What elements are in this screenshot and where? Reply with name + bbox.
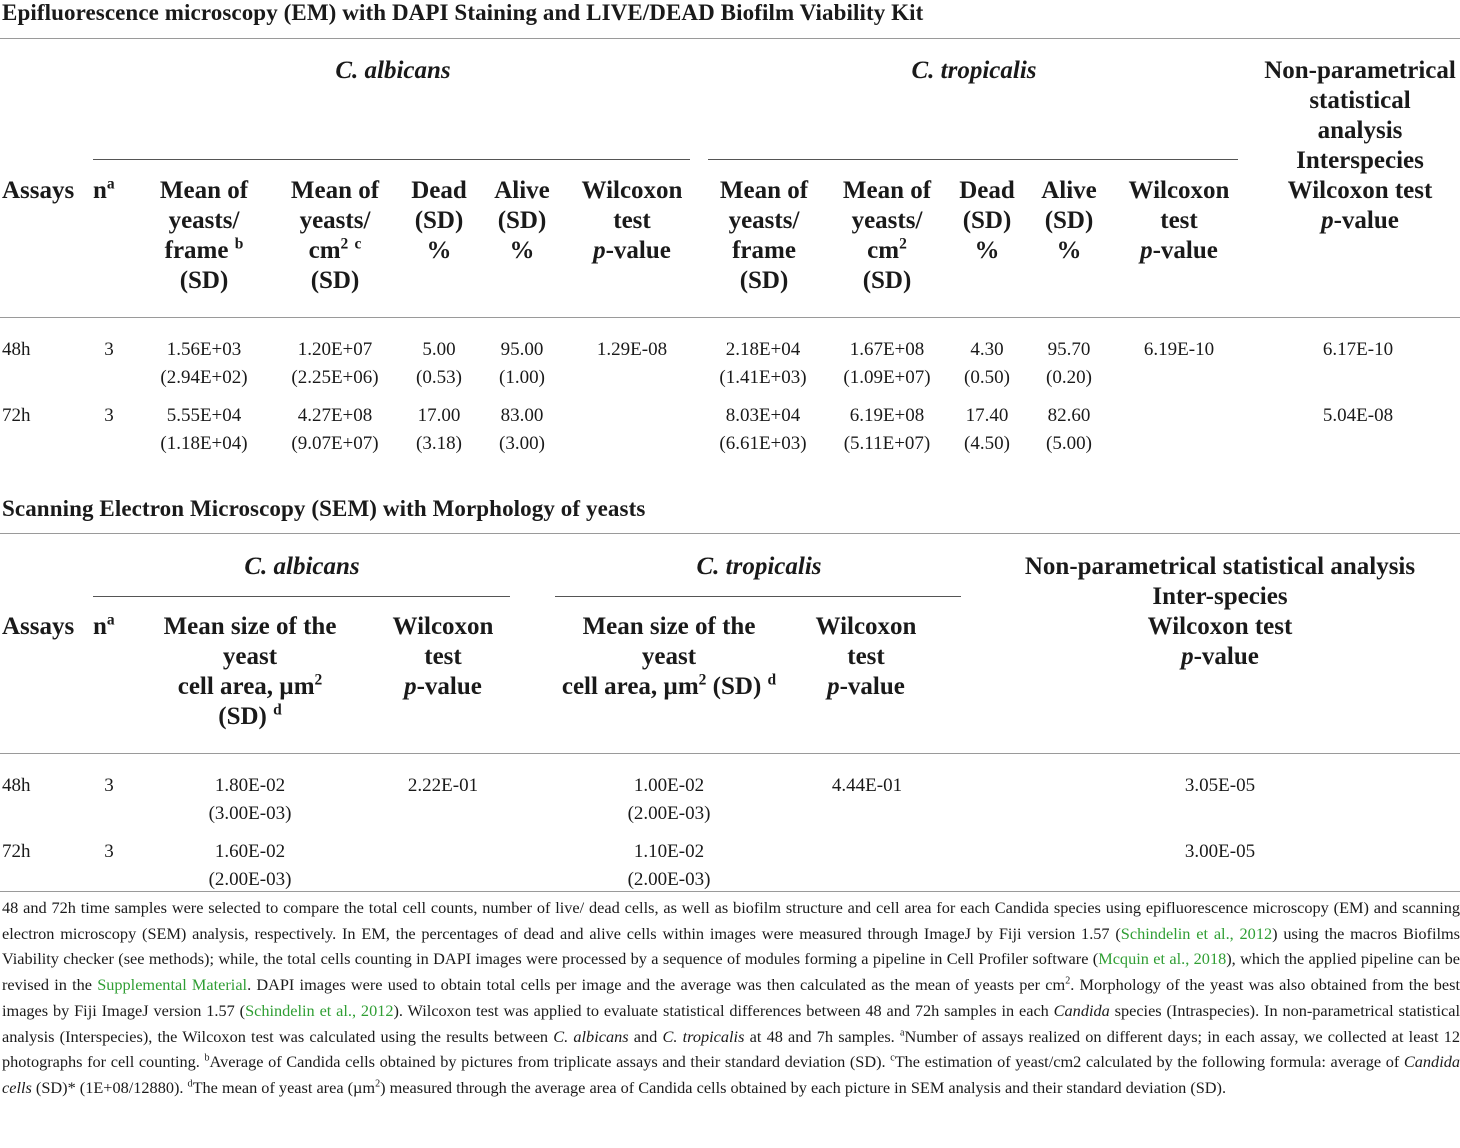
sem-row1-inter-p: 3.05E-05: [1184, 775, 1256, 796]
em-row1-a-cm: 1.20E+07 (2.25E+06): [291, 339, 379, 388]
sem-row1-a-p: 2.22E-01: [407, 775, 479, 796]
sem-row2-inter-p: 3.00E-05: [1184, 841, 1256, 862]
em-interspecies-header: Non-parametrical statistical analysis Interspecies Wilcoxon test p-value: [1264, 57, 1456, 234]
em-albicans-mean-cm-header: Mean of yeasts/ $cm^2$ $^c$ (SD): [290, 177, 380, 294]
sem-row2-n: 3: [104, 841, 114, 862]
sem-top-rule: [0, 533, 1460, 534]
em-section-title: Epifluorescence microscopy (EM) with DAPI Staining and LIVE/DEAD Biofilm Viability Kit: [2, 0, 924, 25]
em-albicans-wilcoxon-header: Wilcoxon test p-value: [581, 177, 683, 264]
em-albicans-alive-header: Alive (SD) %: [494, 177, 550, 264]
em-row2-a-alive: 83.00 (3.00): [499, 405, 545, 454]
sem-albicans-mean-size-header: Mean size of the yeast cell area, µm$^2$ (SD) $^d$: [163, 613, 337, 730]
em-row2-assay: 72h: [2, 405, 31, 426]
em-row1-b-alive: 95.70 (0.20): [1046, 339, 1092, 388]
sem-row1-b-p: 4.44E-01: [831, 775, 903, 796]
sem-albicans-wilcoxon-header: Wilcoxon test p-value: [392, 613, 494, 700]
em-tropicalis-mean-frame-header: Mean of yeasts/ frame (SD): [719, 177, 809, 294]
sem-species-albicans: C. albicans: [244, 553, 360, 580]
em-albicans-dead-header: Dead (SD) %: [411, 177, 467, 264]
ref-link-mcquin[interactable]: Mcquin et al., 2018: [1098, 949, 1227, 969]
ref-link-schindelin-2[interactable]: Schindelin et al., 2012: [245, 1000, 394, 1020]
em-row1-b-cm: 1.67E+08 (1.09E+07): [843, 339, 931, 388]
em-header-rule: [0, 317, 1460, 318]
sem-tropicalis-wilcoxon-header: Wilcoxon test p-value: [815, 613, 917, 700]
em-row1-a-alive: 95.00 (1.00): [499, 339, 545, 388]
em-row2-b-alive: 82.60 (5.00): [1046, 405, 1092, 454]
sem-interspecies-header: Non-parametrical statistical analysis Inter-species Wilcoxon test p-value: [1024, 553, 1416, 670]
table-footnote: 48 and 72h time samples were selected to compare the total cell counts, number of live/ dead cells, as well as biofilm structure and cell area for each Candida species using epifluorescence microscopy (EM) and scanning electron microscopy (SEM) analysis, respectively. In EM, the percentages of dead and alive cells within images were measured through ImageJ by Fiji version 1.57 (Schindelin et al., 2012) using the macros Biofilms Viability checker (see methods); while, the total cells counting in DAPI images were processed by a sequence of modules forming a pipeline in Cell Profiler software (Mcquin et al., 2018), which the applied pipeline can be revised in the Supplemental Material. DAPI images were used to obtain total cells per image and the average was then calculated as the mean of yeasts per $cm^2$. Morphology of the yeast was also obtained from the best images by Fiji ImageJ version 1.57 (Schindelin et al., 2012). Wilcoxon test was applied to evaluate statistical differences between 48 and 72h samples in each Candida species (Intraspecies). In non-parametrical statistical analysis (Interspecies), the Wilcoxon test was calculated using the results between C. albicans and C. tropicalis at 48 and 7h samples. $^a$Number of assays realized on different days; in each assay, we collected at least 12 photographs for cell counting. $^b$Average of Candida cells obtained by pictures from triplicate assays and their standard deviation (SD). $^c$The estimation of yeast/cm2 calculated by the following formula: average of Candida cells (SD)* (1E+08/12880). $^d$The mean of yeast area (µm$^2$) measured through the average area of Candida cells obtained by each picture in SEM analysis and their standard deviation (SD).: [2, 898, 1460, 1097]
em-row1-assay: 48h: [2, 339, 31, 360]
em-row1-b-frame: 2.18E+04 (1.41E+03): [719, 339, 807, 388]
sem-row1-a-size: 1.80E-02 (3.00E-03): [208, 775, 292, 824]
em-tropicalis-alive-header: Alive (SD) %: [1041, 177, 1097, 264]
sem-row1-assay: 48h: [2, 775, 31, 796]
em-species-tropicalis: C. tropicalis: [911, 57, 1037, 84]
em-row1-inter-p: 6.17E-10: [1322, 339, 1394, 360]
sem-species-tropicalis: C. tropicalis: [696, 553, 822, 580]
em-albicans-mean-frame-header: Mean of yeasts/ frame $^b$ (SD): [159, 177, 249, 294]
em-row2-n: 3: [104, 405, 114, 426]
em-row1-b-dead: 4.30 (0.50): [964, 339, 1010, 388]
table-bottom-rule: [0, 891, 1460, 892]
em-row2-b-dead: 17.40 (4.50): [964, 405, 1010, 454]
em-tropicalis-wilcoxon-header: Wilcoxon test p-value: [1128, 177, 1230, 264]
sem-row1-b-size: 1.00E-02 (2.00E-03): [627, 775, 711, 824]
em-row2-inter-p: 5.04E-08: [1322, 405, 1394, 426]
em-species-albicans: C. albicans: [335, 57, 451, 84]
em-row1-n: 3: [104, 339, 114, 360]
sem-tropicalis-mean-size-header: Mean size of the yeast cell area, µm$^2$ (SD) $^d$: [561, 613, 777, 700]
em-tropicalis-mean-cm-header: Mean of yeasts/ $cm^2$ (SD): [842, 177, 932, 294]
sem-row2-assay: 72h: [2, 841, 31, 862]
sem-assays-header: Assays: [2, 613, 75, 640]
em-row2-a-dead: 17.00 (3.18): [416, 405, 462, 454]
em-tropicalis-dead-header: Dead (SD) %: [959, 177, 1015, 264]
sem-tropicalis-rule: [555, 596, 961, 597]
em-tropicalis-rule: [708, 159, 1238, 160]
em-albicans-rule: [93, 159, 690, 160]
sem-n-header: $n^a$: [93, 611, 115, 640]
em-row2-b-cm: 6.19E+08 (5.11E+07): [843, 405, 931, 454]
sem-row2-a-size: 1.60E-02 (2.00E-03): [208, 841, 292, 890]
ref-link-schindelin-1[interactable]: Schindelin et al., 2012: [1120, 923, 1273, 943]
em-row2-b-frame: 8.03E+04 (6.61E+03): [719, 405, 807, 454]
em-row2-a-cm: 4.27E+08 (9.07E+07): [291, 405, 379, 454]
em-row1-b-p: 6.19E-10: [1143, 339, 1215, 360]
sem-row2-b-size: 1.10E-02 (2.00E-03): [627, 841, 711, 890]
em-row1-a-p: 1.29E-08: [596, 339, 668, 360]
em-assays-header: Assays: [2, 177, 75, 204]
em-row1-a-frame: 1.56E+03 (2.94E+02): [160, 339, 248, 388]
em-row2-a-frame: 5.55E+04 (1.18E+04): [160, 405, 248, 454]
em-n-header: $n^a$: [93, 175, 115, 204]
supplemental-material-link[interactable]: Supplemental Material: [97, 975, 248, 995]
sem-section-title: Scanning Electron Microscopy (SEM) with Morphology of yeasts: [2, 496, 646, 521]
em-top-rule: [0, 38, 1460, 39]
sem-albicans-rule: [93, 596, 510, 597]
sem-row1-n: 3: [104, 775, 114, 796]
sem-header-rule: [0, 753, 1460, 754]
em-row1-a-dead: 5.00 (0.53): [416, 339, 462, 388]
